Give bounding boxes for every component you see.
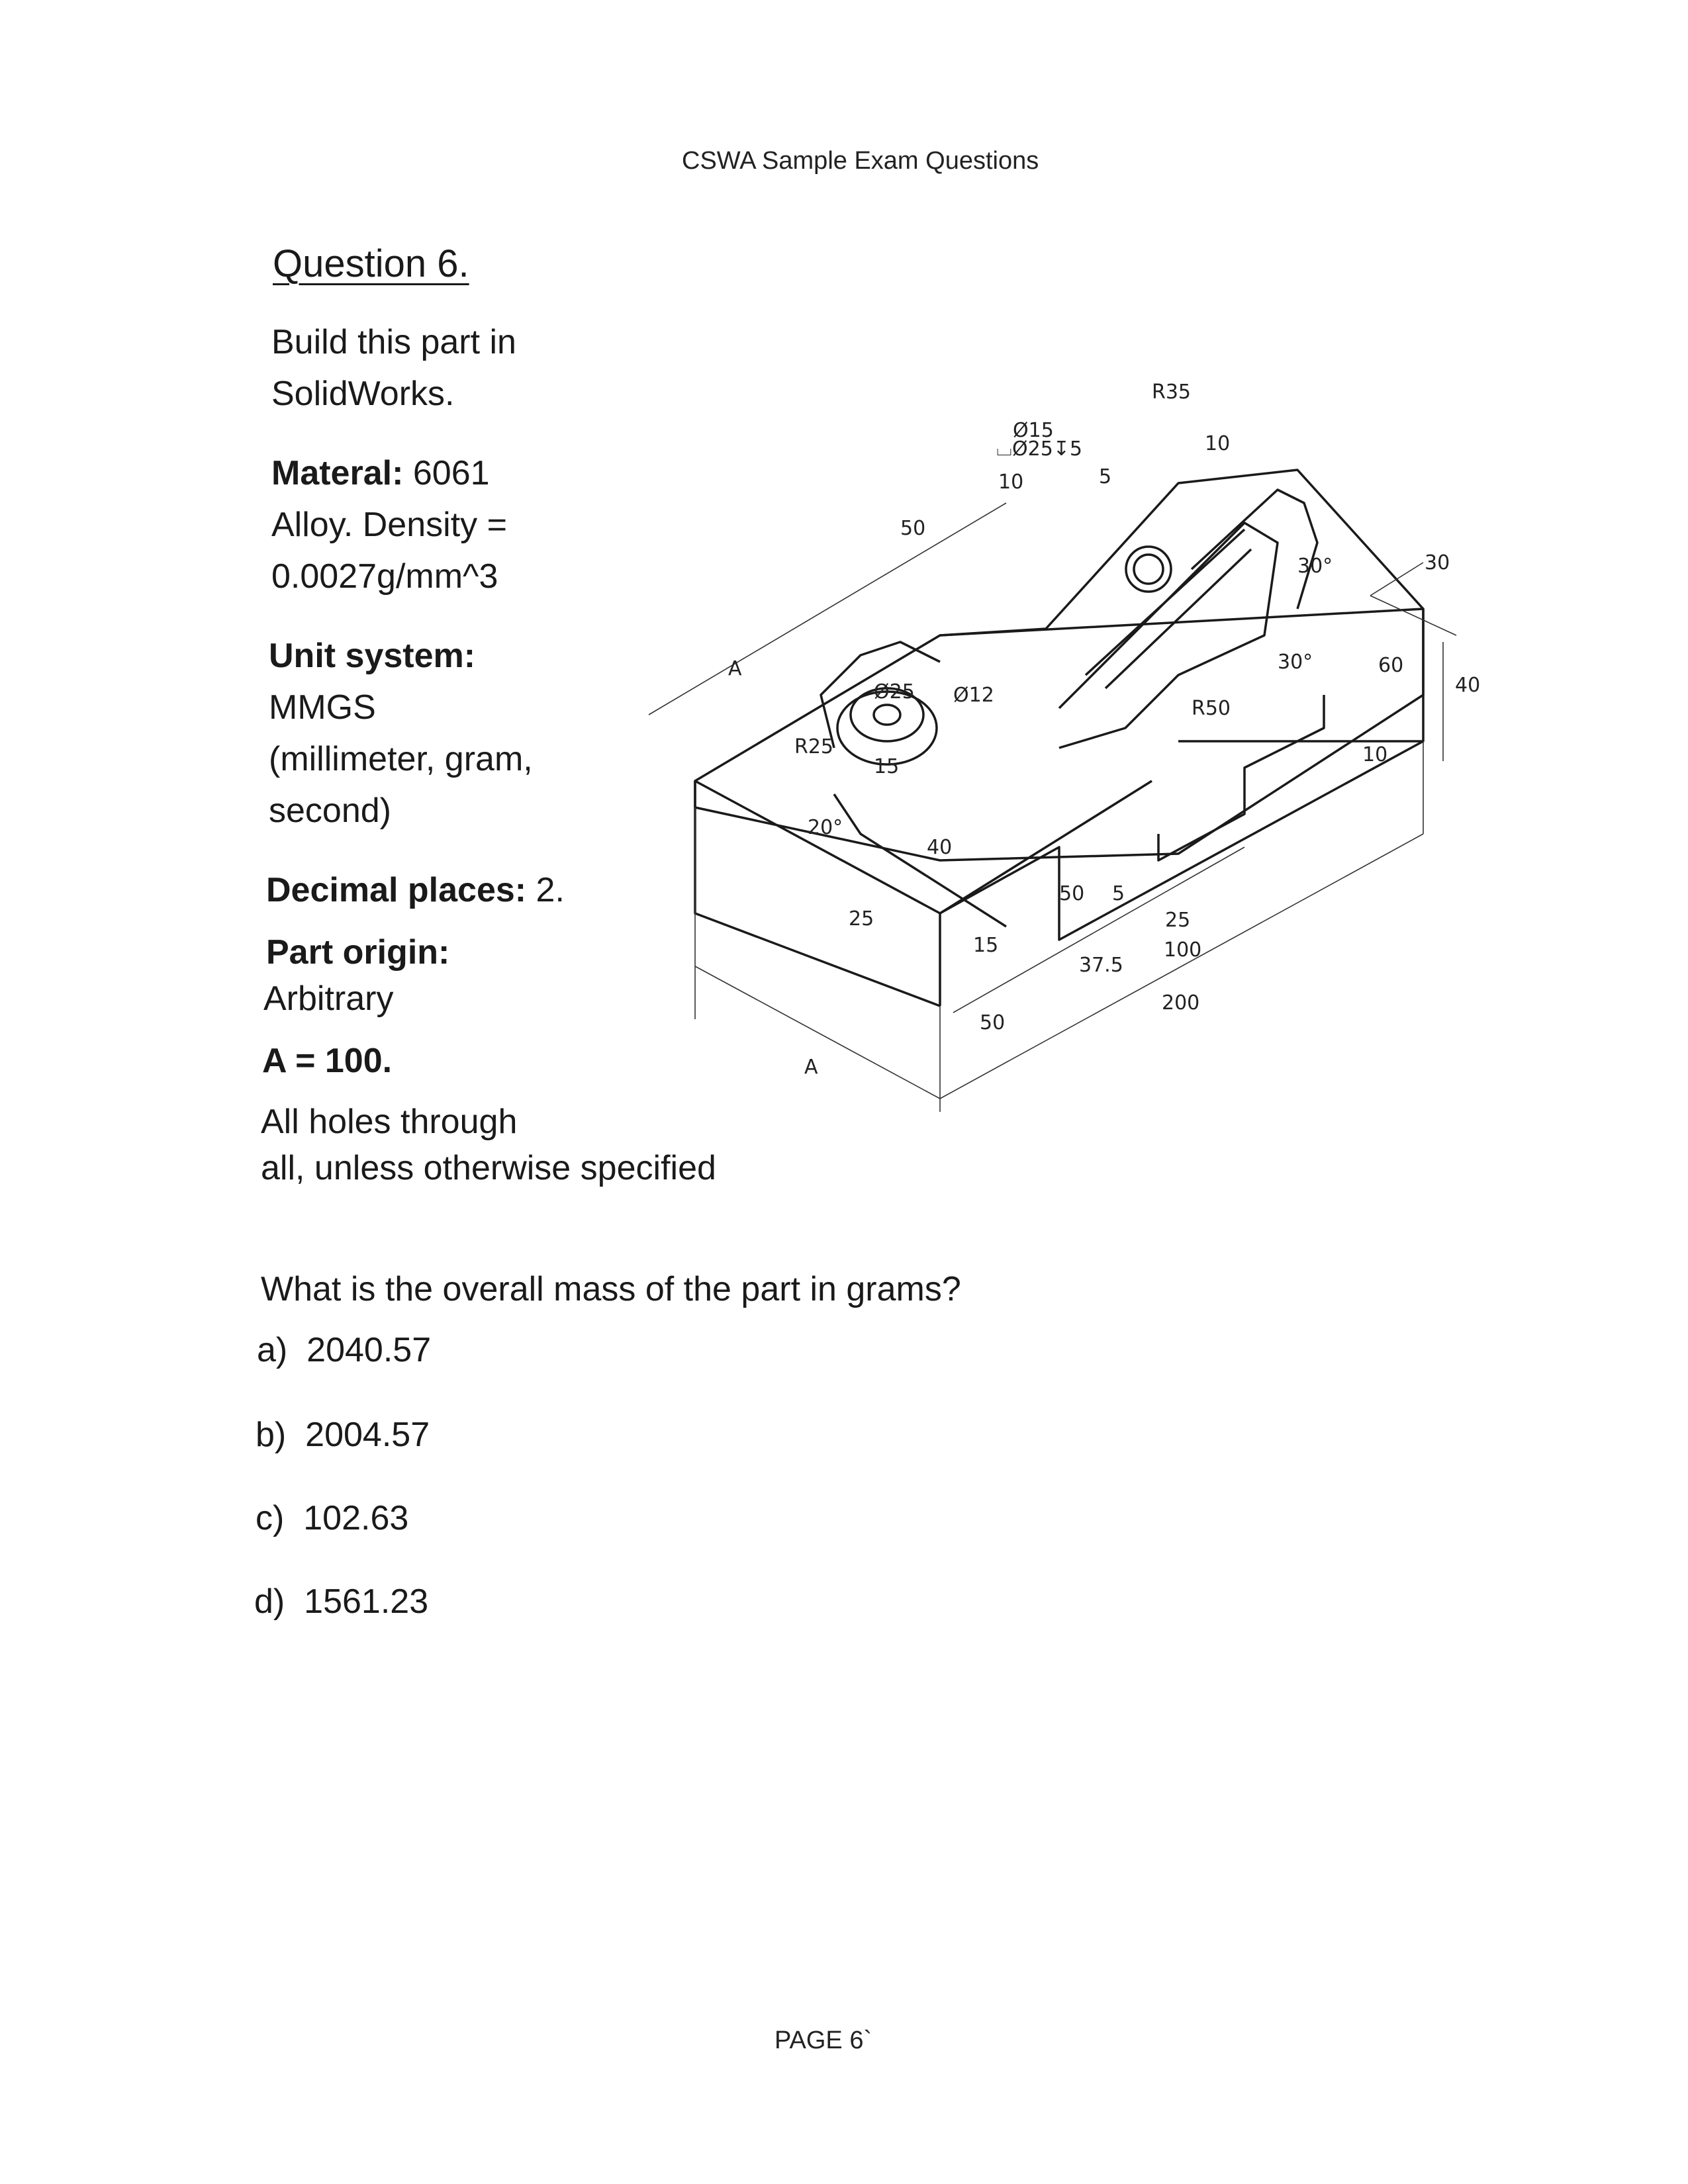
dim-10-b: 10 (1362, 743, 1388, 766)
option-value: 102.63 (303, 1499, 409, 1537)
option-label: b) (256, 1416, 287, 1454)
decimal-places-line (266, 864, 565, 916)
instruction-line-2: SolidWorks. (271, 375, 455, 413)
unit-system-value: MMGS (269, 688, 376, 727)
question-title: Question 6. (273, 242, 469, 285)
part-origin-value: Arbitrary (263, 979, 394, 1018)
option-label: d) (254, 1582, 285, 1621)
dim-50-bot: 50 (980, 1011, 1006, 1034)
dim-30-deg-1: 30° (1297, 555, 1333, 578)
unit-system-line-2: (millimeter, gram, (269, 740, 533, 778)
dim-a-2: A (804, 1056, 818, 1079)
dim-40-b: 40 (927, 836, 953, 859)
dim-a-1: A (728, 657, 742, 680)
dim-30: 30 (1425, 551, 1450, 574)
material-line (271, 447, 490, 499)
density-value: 0.0027g/mm^3 (271, 557, 498, 596)
dim-25-b: 25 (1165, 909, 1191, 932)
dim-10-a: 10 (998, 471, 1024, 494)
option-value: 1561.23 (304, 1582, 429, 1621)
option-label: c) (256, 1499, 285, 1537)
dim-r35: R35 (1152, 381, 1192, 404)
dim-50-top: 50 (900, 517, 926, 540)
option-value: 2040.57 (306, 1331, 432, 1369)
dim-25-a: 25 (849, 907, 874, 931)
option-a[interactable] (257, 1330, 431, 1370)
dim-r50: R50 (1192, 697, 1231, 720)
dim-30-deg-2: 30° (1278, 651, 1313, 674)
part-origin-label: Part origin: (266, 933, 450, 972)
option-value: 2004.57 (305, 1416, 430, 1454)
isometric-part-drawing (583, 371, 1496, 1165)
dim-50-mid: 50 (1059, 882, 1085, 905)
dim-phi15: Ø15 (1013, 419, 1054, 442)
page-footer: PAGE 6` (774, 2026, 872, 2054)
material-label: Materal: (271, 454, 404, 492)
a-value: A = 100. (262, 1042, 393, 1080)
dim-15-b: 15 (973, 934, 999, 957)
dim-phi12: Ø12 (953, 684, 994, 707)
unit-system-line-3: second) (269, 792, 391, 830)
decimal-places-value: 2. (526, 871, 565, 909)
dim-200: 200 (1162, 991, 1200, 1015)
option-b[interactable] (256, 1415, 430, 1455)
option-d[interactable] (254, 1582, 428, 1621)
dim-40: 40 (1455, 674, 1481, 697)
page-header: CSWA Sample Exam Questions (682, 147, 1039, 175)
question-text: What is the overall mass of the part in grams? (261, 1270, 961, 1308)
dim-20-deg: 20° (808, 816, 843, 839)
option-c[interactable] (256, 1498, 408, 1538)
dim-counterbore: ⌴Ø25↧5 (996, 437, 1083, 461)
option-label: a) (257, 1331, 288, 1369)
dim-phi25: Ø25 (874, 680, 915, 704)
dim-5-a: 5 (1099, 465, 1112, 488)
material-value: 6061 (403, 454, 490, 492)
dim-10-top: 10 (1205, 432, 1231, 455)
dim-60: 60 (1378, 654, 1404, 677)
instruction-line-1: Build this part in (271, 323, 516, 361)
material-line-2: Alloy. Density = (271, 506, 507, 544)
holes-note-line-2: all, unless otherwise specified (261, 1149, 716, 1187)
dim-100: 100 (1164, 938, 1202, 962)
dim-r25: R25 (794, 735, 834, 758)
dim-5-b: 5 (1112, 882, 1125, 905)
holes-note-line-1: All holes through (261, 1103, 518, 1141)
dim-15-a: 15 (874, 755, 900, 778)
unit-system-label: Unit system: (269, 637, 476, 675)
decimal-places-label: Decimal places: (266, 871, 527, 909)
dim-37-5: 37.5 (1079, 954, 1123, 977)
